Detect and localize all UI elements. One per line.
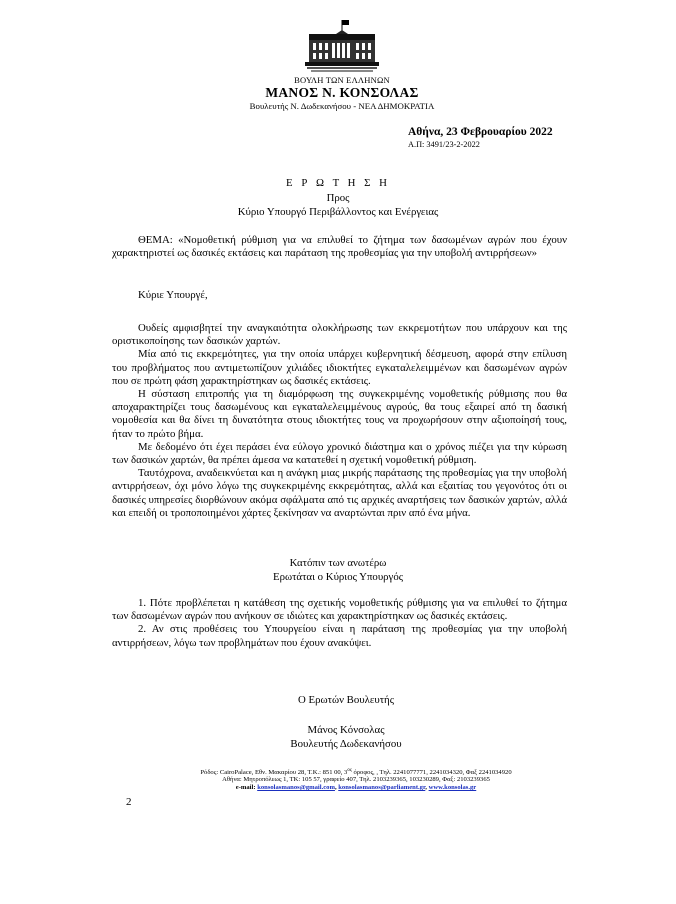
addressee-to: Προς <box>326 192 350 204</box>
paragraph: Ουδείς αμφισβητεί την αναγκαιότητα ολοκλήρωσης των εκκρεμοτήτων που υπάρχουν και της οριστικοποίησης των δασικών χαρτών. <box>112 322 567 348</box>
mp-role: Βουλευτής Ν. Δωδεκανήσου - ΝΕΑ ΔΗΜΟΚΡΑΤΙΑ <box>249 101 435 111</box>
footer-address-part: Ρόδος: CairoPalace, Εθν. Μακαρίου 28, Τ.Κ.: 851 00, 3 <box>200 769 348 777</box>
footer-contacts <box>18 784 676 791</box>
question-item: 1. Πότε προβλέπεται η κατάθεση της σχετικής νομοθετικής ρύθμισης για να επιλυθεί το ζήτημα των δασωμένων αγρών που ανήκουν σε ιδιώτες και χαρακτηρίστηκαν ως δασικές εκτάσεις. <box>112 597 567 623</box>
email-label: e-mail: <box>235 784 258 791</box>
addressee-recipient: Κύριο Υπουργό Περιβάλλοντος και Ενέργειας <box>237 206 439 218</box>
footer-address-rhodes <box>18 768 676 776</box>
footer-address-athens: Αθήνα: Μητροπόλεως 1, ΤΚ: 105 57, γραφείο 407, Τηλ. 2103239365, 103230289, Φαξ: 2103239365 <box>222 776 490 783</box>
document-title: Ε Ρ Ω Τ Η Σ Η <box>286 177 390 189</box>
parliament-name: ΒΟΥΛΗ ΤΩΝ ΕΛΛΗΝΩΝ <box>294 75 390 85</box>
questions-list <box>112 597 567 650</box>
salutation: Κύριε Υπουργέ, <box>138 289 208 301</box>
question-item: 2. Αν στις προθέσεις του Υπουργείου είναι η παράταση της προθεσμίας για την υποβολή αντιρρήσεων, λόγω των προβλημάτων που έχουν ανακύψει. <box>112 623 567 649</box>
paragraph: Μία από τις εκκρεμότητες, για την οποία υπάρχει κυβερνητική δέσμευση, αφορά στην επίλυση του προβλήματος που αντιμετωπίζουν χιλιάδες ιδιοκτήτες εγκαταλελειμμένων και δασωμένων αγρών που σε πρώτη φάση χαρακτηρίστηκαν ως δασικές εκτάσεις. <box>112 348 567 387</box>
body-text <box>112 322 567 520</box>
email-link-parliament[interactable]: konsolasmanos@parliament.gr <box>338 784 426 791</box>
closing-line-2: Ερωτάται ο Κύριος Υπουργός <box>272 571 404 583</box>
page-number: 2 <box>126 796 132 808</box>
subject: ΘΕΜΑ: «Νομοθετική ρύθμιση για να επιλυθεί το ζήτημα των δασωμένων αγρών που έχουν χαρακτηριστεί ως δασικές εκτάσεις και παράταση της προθεσμίας για την υποβολή αντιρρήσεων» <box>112 234 567 260</box>
footer-floor-suffix: ος <box>347 768 352 773</box>
document-date: Αθήνα, 23 Φεβρουαρίου 2022 <box>408 126 553 138</box>
signature-name: Μάνος Κόνσολας <box>307 724 385 736</box>
paragraph: Η σύσταση επιτροπής για τη διαμόρφωση της συγκεκριμένης νομοθετικής ρύθμισης που θα αποχαρακτηρίζει τους δασωμένους και εγκαταλελειμμένους αγρούς, θα τους εξαιρεί από τη δασική νομοθεσία και θα δίνει τη δυνατότητα στους ιδιοκτήτες τους να προχωρήσουν στην αξιοποίησή τους, ήταν το πρώτο βήμα. <box>112 388 567 440</box>
paragraph: Ταυτόχρονα, αναδεικνύεται και η ανάγκη μιας μικρής παράτασης της προθεσμίας για την υποβολή αντιρρήσεων, όχι μόνο λόγω της συγκεκριμένης εκκρεμότητας, αλλά και εξαιτίας του γεγονότος ότι οι δασικές υπηρεσίες διορθώνουν ακόμα σφάλματα από τις αρχικές αναρτήσεις των δασικών χαρτών, αλλά και επειδή οι τροποποιημένοι χάρτες ξεκίνησαν να αναρτώνται πριν από ένα μήνα. <box>112 467 567 519</box>
footer-address-part: όροφος, , Τηλ. 2241077771, 2241034320, Φαξ 2241034920 <box>351 769 512 777</box>
separator: , <box>334 784 339 791</box>
mp-name: ΜΑΝΟΣ Ν. ΚΟΝΣΟΛΑΣ <box>265 85 419 100</box>
parliament-building-icon <box>305 18 379 74</box>
protocol-number: Α.Π: 3491/23-2-2022 <box>408 140 480 149</box>
signature-title: Βουλευτής Δωδεκανήσου <box>290 738 402 750</box>
closing-line-1: Κατόπιν των ανωτέρω <box>289 557 387 569</box>
email-link-gmail[interactable]: konsolasmanos@gmail.com <box>257 784 335 791</box>
website-link[interactable]: www.konsolas.gr <box>428 784 477 791</box>
paragraph: Με δεδομένο ότι έχει περάσει ένα εύλογο χρονικό διάστημα και ο χρόνος πιέζει για την κύρωση των δασικών χαρτών, θα πρέπει άμεσα να κατατεθεί η σχετική νομοθετική ρύθμιση. <box>112 440 567 467</box>
signature-role: Ο Ερωτών Βουλευτής <box>298 694 394 706</box>
separator: , <box>425 784 429 791</box>
